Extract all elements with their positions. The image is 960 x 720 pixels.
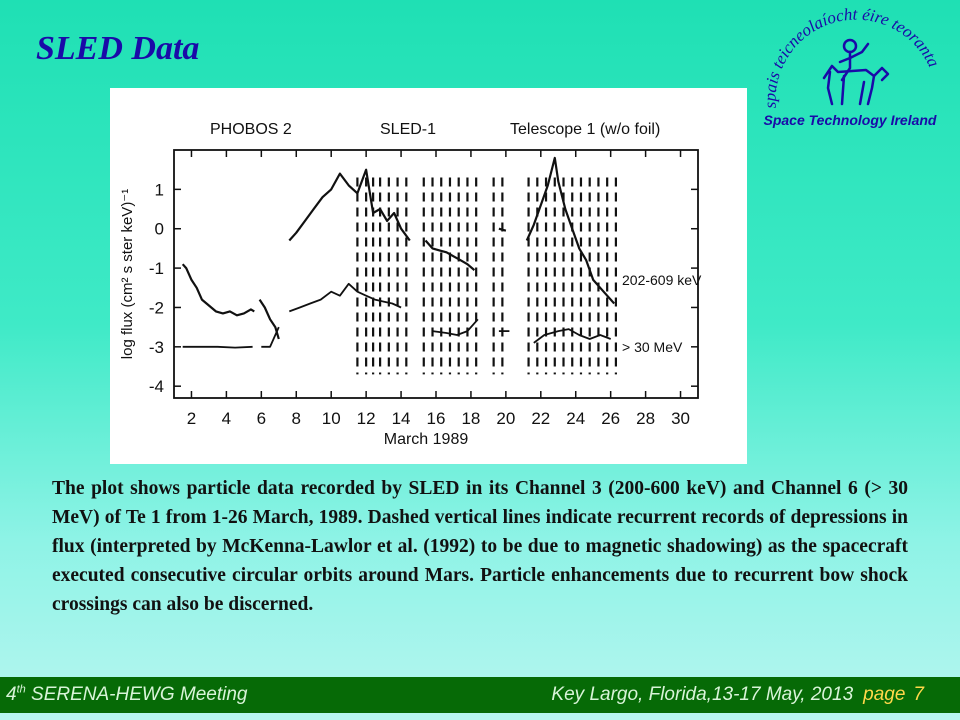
y-tick-label: 1 [154,180,164,200]
x-tick-label: 8 [291,409,302,428]
x-tick-label: 22 [531,409,551,428]
x-tick-label: 28 [636,409,656,428]
y-tick-label: -2 [148,298,164,318]
series-line-202-609kev [183,264,255,315]
chart-title-part: SLED-1 [380,121,437,138]
logo-arc-text: spais teicneolaíocht éire teoranta [760,8,944,109]
phobos-sled-chart [110,88,747,464]
y-tick-label: 0 [154,219,164,239]
series-line-202-609kev [289,170,410,241]
plot-frame [174,150,698,398]
meeting-ordinal: th [16,683,26,696]
x-tick-label: 2 [186,409,197,428]
footer-bar [0,677,960,713]
page-number: 7 [913,684,924,705]
figure-description: The plot shows particle data recorded by SLED in its Channel 3 (200-600 keV) and Channel 6 (> 30 MeV) of Te 1 from 1-26 March, 1989. Dashed vertical lines indicate recurrent records of depressions in flux (interpreted by McKenna-Lawlor et al. (1992) to be due to magnetic shadowing) as the spacecraft executed consecutive circular orbits around Mars. Particle enhancements due to recurrent bow shock crossings can also be discerned. [52,478,908,615]
series-line-202-609kev [527,158,614,304]
page-label: page [863,684,906,705]
meeting-name: SERENA-HEWG Meeting [25,684,248,705]
footer-venue: Key Largo, Florida,13-17 May, 2013 [551,684,854,705]
x-tick-label: 24 [566,409,586,428]
x-tick-label: 20 [496,409,516,428]
meeting-number: 4 [6,684,17,705]
slide-title: SLED Data [36,30,200,67]
y-axis-label: log flux (cm² s ster keV)⁻¹ [119,188,136,360]
x-axis-label: March 1989 [383,431,469,448]
x-tick-label: 10 [321,409,341,428]
y-tick-label: -4 [148,377,164,397]
horse-rider-icon [824,40,888,104]
series-line-30mev [289,284,401,312]
x-tick-label: 30 [671,409,690,428]
series-label: 202-609 keV [622,271,702,288]
x-tick-label: 16 [426,409,446,428]
x-tick-label: 26 [601,409,621,428]
footer-venue-page [551,677,924,713]
dip-lines [357,178,616,375]
series-line-202-609kev [499,229,506,231]
series-label: > 30 MeV [622,338,683,355]
logo-organization-name: Space Technology Ireland [763,112,937,128]
chart-title-part: PHOBOS 2 [210,121,292,138]
x-tick-label: 14 [391,409,411,428]
y-tick-label: -3 [148,337,164,357]
x-tick-label: 18 [461,409,481,428]
figure-frame [110,88,747,464]
x-tick-label: 6 [256,409,267,428]
chart-title-part: Telescope 1 (w/o foil) [510,121,661,138]
x-tick-label: 4 [221,409,232,428]
y-tick-label: -1 [148,259,164,279]
series-line-30mev [433,319,478,335]
series-line-30mev [183,347,253,348]
footer-meeting [6,677,248,713]
chart-title [210,121,660,138]
x-tick-label: 12 [356,409,376,428]
chart-labels [622,272,702,355]
